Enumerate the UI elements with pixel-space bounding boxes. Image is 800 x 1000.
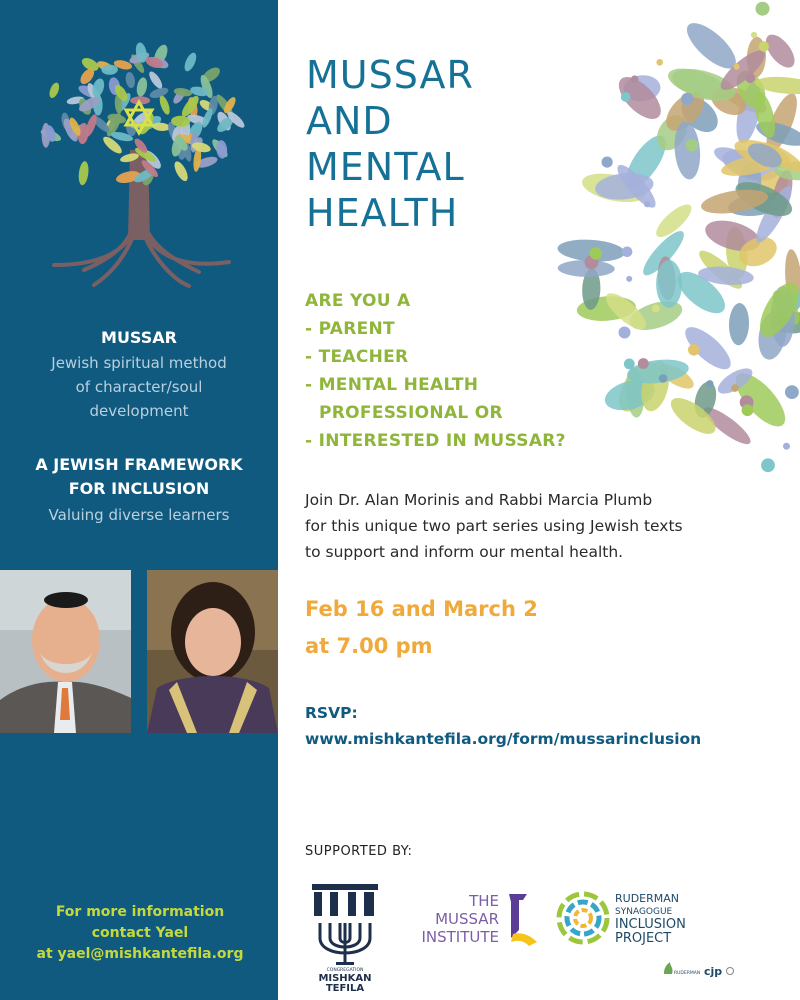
tree-leaf [172, 159, 191, 183]
synagogue-text: SYNAGOGUE [615, 907, 673, 917]
cjp-text: cjp [704, 965, 723, 978]
decor-dot [622, 247, 633, 258]
decor-dot [681, 93, 693, 105]
tefila-text: TEFILA [325, 983, 365, 993]
rsvp-label: RSVP: [305, 704, 358, 722]
decor-dot [688, 344, 700, 356]
decor-dot [706, 380, 713, 387]
tree-leaf [158, 94, 172, 115]
left-panel [0, 0, 278, 1000]
mussar-logo-mussar: MUSSAR [435, 910, 499, 928]
decor-dot [621, 92, 631, 102]
question-line: - MENTAL HEALTH [305, 375, 479, 395]
ruderman-text: RUDERMAN [615, 892, 680, 905]
decor-leaf [760, 30, 800, 73]
project-text: PROJECT [615, 931, 672, 946]
small-ruderman-text: RUDERMAN [674, 971, 701, 976]
title-line-4: HEALTH [306, 191, 459, 235]
decor-dot [656, 59, 663, 66]
decor-dot [734, 64, 740, 70]
decor-leaf [728, 303, 749, 346]
question-line: ARE YOU A [305, 291, 411, 311]
mussar-logo-institute: INSTITUTE [421, 928, 499, 946]
question-line: PROFESSIONAL OR [319, 403, 503, 423]
mussar-heading: MUSSAR [101, 328, 177, 347]
contact-line-1: For more information [55, 904, 225, 920]
tree-leaf [77, 161, 89, 186]
mishkan-small-text: CONGREGATION [326, 968, 364, 973]
mishkan-tefila-logo [300, 878, 390, 993]
decor-dot [652, 305, 660, 313]
decor-dot [751, 32, 757, 38]
marcia-plumb-photo [147, 570, 278, 733]
dates-line-1: Feb 16 and March 2 [305, 597, 538, 621]
title-line-1: MUSSAR [306, 53, 474, 97]
tree-of-life-logo [24, 30, 254, 290]
event-description [305, 487, 775, 565]
audience-questions [305, 287, 566, 455]
decor-dot [746, 74, 756, 84]
tree-leaf [182, 51, 198, 73]
decor-dot [619, 327, 631, 339]
tree-leaf [124, 71, 136, 89]
framework-sub: Valuing diverse learners [48, 506, 230, 524]
mussar-desc-3: development [89, 402, 189, 420]
decor-dot [644, 201, 650, 207]
question-line: - TEACHER [305, 347, 409, 367]
decor-dot [602, 157, 613, 168]
photo-divider [131, 570, 147, 733]
ruderman-inclusion-logo [553, 888, 753, 948]
alan-morinis-photo [0, 570, 131, 733]
mussar-logo-the: THE [469, 892, 499, 910]
tree-leaf [135, 77, 148, 98]
decor-dot [731, 384, 739, 392]
question-line: - INTERESTED IN MUSSAR? [305, 431, 566, 451]
desc-line: for this unique two part series using Jewish texts [305, 517, 683, 535]
contact-info [20, 902, 260, 965]
supported-by-label: SUPPORTED BY: [305, 844, 413, 859]
decor-dot [626, 276, 632, 282]
mishkan-text: MISHKAN [318, 973, 372, 984]
decor-dot [624, 359, 635, 370]
event-dates [305, 591, 538, 665]
contact-line-2: contact Yael [91, 925, 189, 941]
title-line-2: AND [306, 99, 393, 143]
mussar-desc-2: of character/soul [75, 378, 203, 396]
decor-dot [742, 404, 754, 416]
tree-leaf [48, 81, 61, 99]
decor-dot [638, 358, 649, 369]
decor-dot [686, 139, 698, 151]
question-line: - PARENT [305, 319, 395, 339]
decor-dot [761, 458, 775, 472]
title-line-3: MENTAL [306, 145, 465, 189]
rsvp-link[interactable]: www.mishkantefila.org/form/mussarinclusion [305, 730, 702, 748]
decor-leaf [656, 260, 682, 308]
decor-dot [783, 443, 790, 450]
page-title [306, 52, 474, 236]
desc-line: Join Dr. Alan Morinis and Rabbi Marcia Plumb [305, 491, 653, 509]
small-sponsor-logos [660, 960, 740, 980]
decor-dot [759, 41, 769, 51]
dates-line-2: at 7.00 pm [305, 634, 433, 658]
contact-email[interactable]: at yael@mishkantefila.org [36, 946, 244, 962]
framework-heading-2: FOR INCLUSION [68, 479, 210, 498]
decor-dot [659, 374, 668, 383]
mussar-institute-logo [405, 890, 545, 950]
decor-dot [590, 247, 602, 259]
decor-dot [631, 75, 639, 83]
mussar-desc-1: Jewish spiritual method [51, 354, 227, 372]
tree-leaf [147, 70, 165, 91]
framework-heading-1: A JEWISH FRAMEWORK [35, 455, 243, 474]
inclusion-text: INCLUSION [615, 917, 686, 932]
decor-dot [785, 385, 799, 399]
desc-line: to support and inform our mental health. [305, 543, 624, 561]
decor-dot [756, 2, 770, 16]
decorative-leaves [530, 0, 800, 500]
rsvp-block [305, 700, 701, 752]
